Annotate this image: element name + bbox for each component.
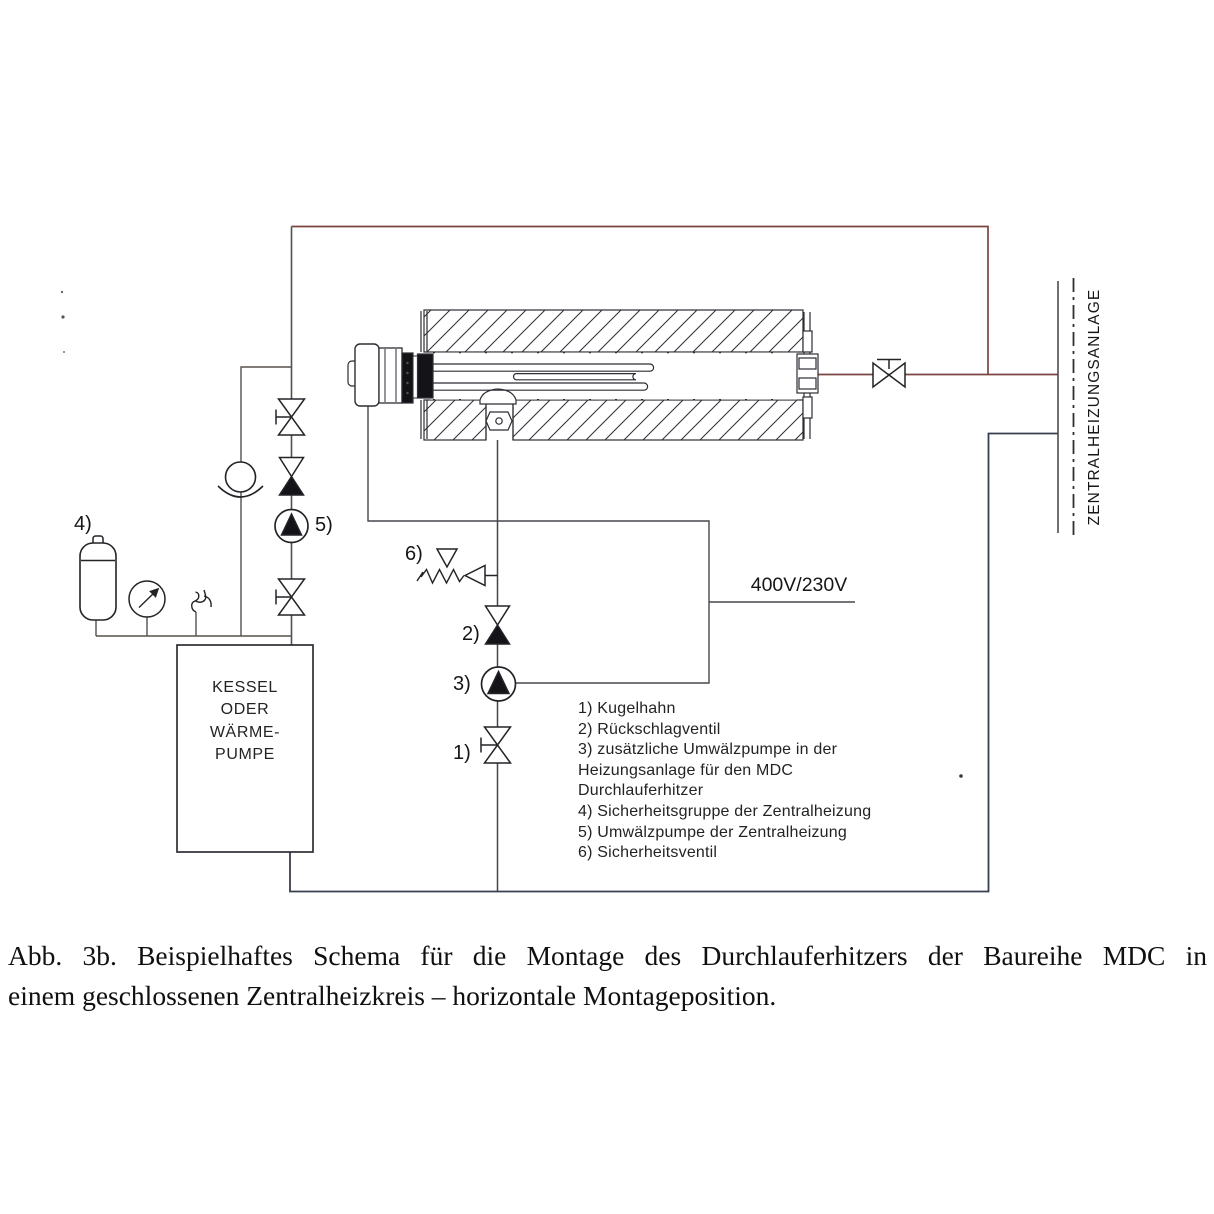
callout-5: 5) [315,514,333,536]
ball-valve-1 [481,727,511,763]
heater-insulation-bottom-right [513,400,803,440]
boiler-label [177,677,313,767]
voltage-label: 400V/230V [750,574,848,596]
check-valve-left [280,458,304,496]
legend-item: 1) Kugelhahn [578,700,676,717]
pump-5-circulation [275,510,308,543]
heater-electrical-head [348,344,433,406]
pipe-collector [96,612,292,636]
boiler-label-line: WÄRME- [209,723,281,741]
check-valve-2 [486,606,510,644]
central-heating-interface [1058,278,1103,538]
callout-4: 4) [74,513,92,535]
valve-left-bottom [276,579,305,615]
pressure-gauge [129,581,165,617]
callout-1: 1) [453,742,471,764]
boiler-label-line: PUMPE [215,746,275,764]
heater-insulation-top [424,310,803,352]
caption-line-2: einem geschlossenen Zentralheizkreis – horizontale Montageposition. [8,979,777,1011]
legend-item: 4) Sicherheitsgruppe der Zentralheizung [578,802,872,820]
legend-item: Heizungsanlage für den MDC [578,761,794,779]
figure-caption [8,936,1207,1015]
heater-inlet-nut [486,412,512,430]
heater-insulation-bottom-left [424,400,486,440]
callout-2: 2) [462,623,480,645]
safety-valve-6 [417,549,498,586]
branch-sensor [218,462,263,497]
heater-outlet-fitting [797,354,818,393]
wire-power [368,406,855,683]
legend-item: 6) Sicherheitsventil [578,844,718,862]
expansion-vessel [80,536,116,620]
outlet-valve [873,360,905,388]
legend-item: 5) Umwälzpumpe der Zentralheizung [578,823,847,841]
callout-3: 3) [453,673,471,695]
boiler-label-line: ODER [220,701,270,719]
air-vent [192,590,211,612]
boiler-label-line: KESSEL [212,679,278,696]
pump-3-mdc [482,667,516,701]
callout-6: 6) [405,543,423,565]
legend-item: 3) zusätzliche Umwälzpumpe in der [578,741,838,759]
legend-item: 2) Rückschlagventil [578,720,721,738]
legend [578,699,998,864]
mdc-heater [348,310,818,440]
valve-left-top [276,399,305,435]
legend-item: Durchlauferhitzer [578,782,704,800]
zha-label: ZENTRALHEIZUNGSANLAGE [1086,288,1103,526]
caption-line-1: Abb. 3b. Beispielhaftes Schema für die Montage des Durchlauferhitzers der Baureihe MDC in [8,940,1207,971]
